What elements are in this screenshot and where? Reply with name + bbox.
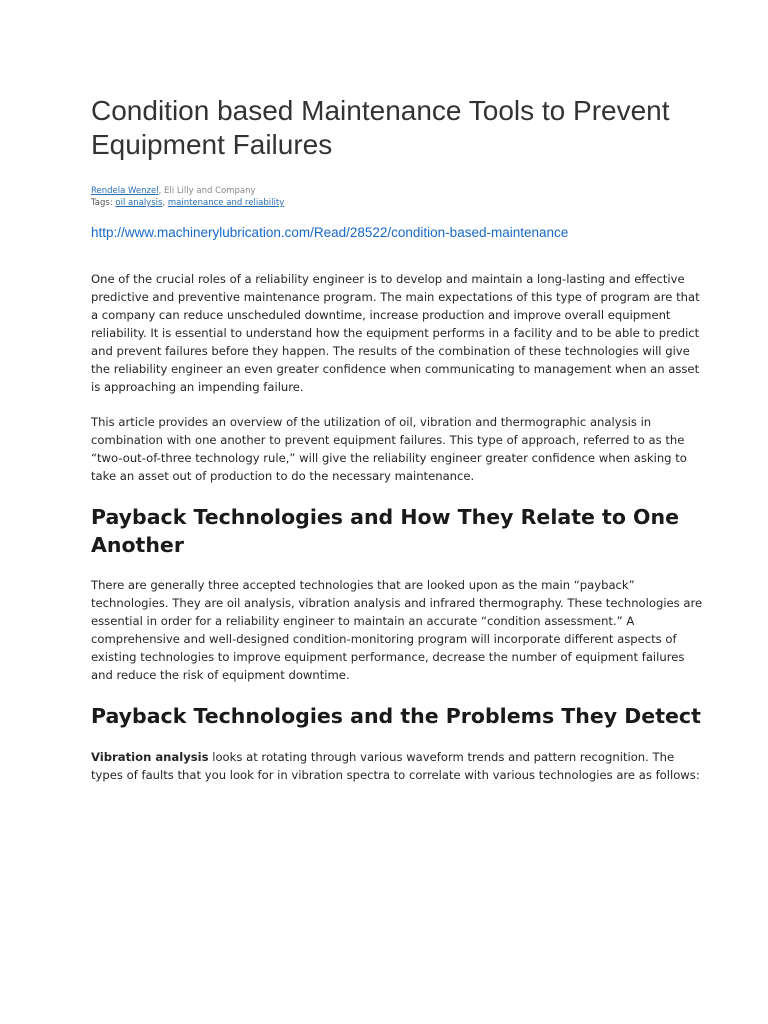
section-heading-payback-problems: Payback Technologies and the Problems They Detect (91, 704, 701, 728)
author-company: , Eli Lilly and Company (158, 186, 256, 196)
source-url-link[interactable]: http://www.machinerylubrication.com/Read/28522/condition-based-maintenance (91, 225, 569, 240)
author-link[interactable]: Rendela Wenzel (91, 186, 159, 196)
vibration-analysis-term: Vibration analysis (91, 750, 209, 764)
tags-line (91, 197, 708, 209)
paragraph-payback-technologies: There are generally three accepted technologies that are looked upon as the main “payback” technologies. They are oil analysis, vibration analysis and infrared thermography. These technologies are essential in order for a reliability engineer to maintain an accurate “condition assessment.” A comprehensive and well-designed condition-monitoring program will incorporate different aspects of existing technologies to improve equipment performance, decrease the number of equipment failures and reduce the risk of equipment downtime. (91, 578, 703, 682)
article-title: Condition based Maintenance Tools to Prevent Equipment Failures (91, 95, 670, 160)
paragraph-overview: This article provides an overview of the utilization of oil, vibration and thermographic analysis in combination with one another to prevent equipment failures. This type of approach, referred to as the “two-out-of-three technology rule,” will give the reliability engineer greater confidence when asking to take an asset out of production to do the necessary maintenance. (91, 415, 687, 483)
paragraph-vibration-analysis (91, 748, 708, 784)
vibration-analysis-text: looks at rotating through various waveform trends and pattern recognition. The types of faults that you look for in vibration spectra to correlate with various technologies are as follows: (91, 750, 700, 782)
tags-separator: , (162, 198, 168, 208)
tags-label: Tags: (91, 198, 116, 208)
byline (91, 185, 708, 197)
section-heading-payback-relate: Payback Technologies and How They Relate to One Another (91, 505, 679, 557)
tag-link-oil-analysis[interactable]: oil analysis (115, 198, 163, 208)
tag-link-maintenance-reliability[interactable]: maintenance and reliability (167, 198, 285, 208)
paragraph-intro: One of the crucial roles of a reliability engineer is to develop and maintain a long-lasting and effective predictive and preventive maintenance program. The main expectations of this type of program are that a company can reduce unscheduled downtime, increase production and improve overall equipment reliability. It is essential to understand how the equipment performs in a facility and to be able to predict and prevent failures before they happen. The results of the combination of these technologies will give the reliability engineer an even greater confidence when communicating to management when an asset is approaching an impending failure. (91, 272, 700, 394)
